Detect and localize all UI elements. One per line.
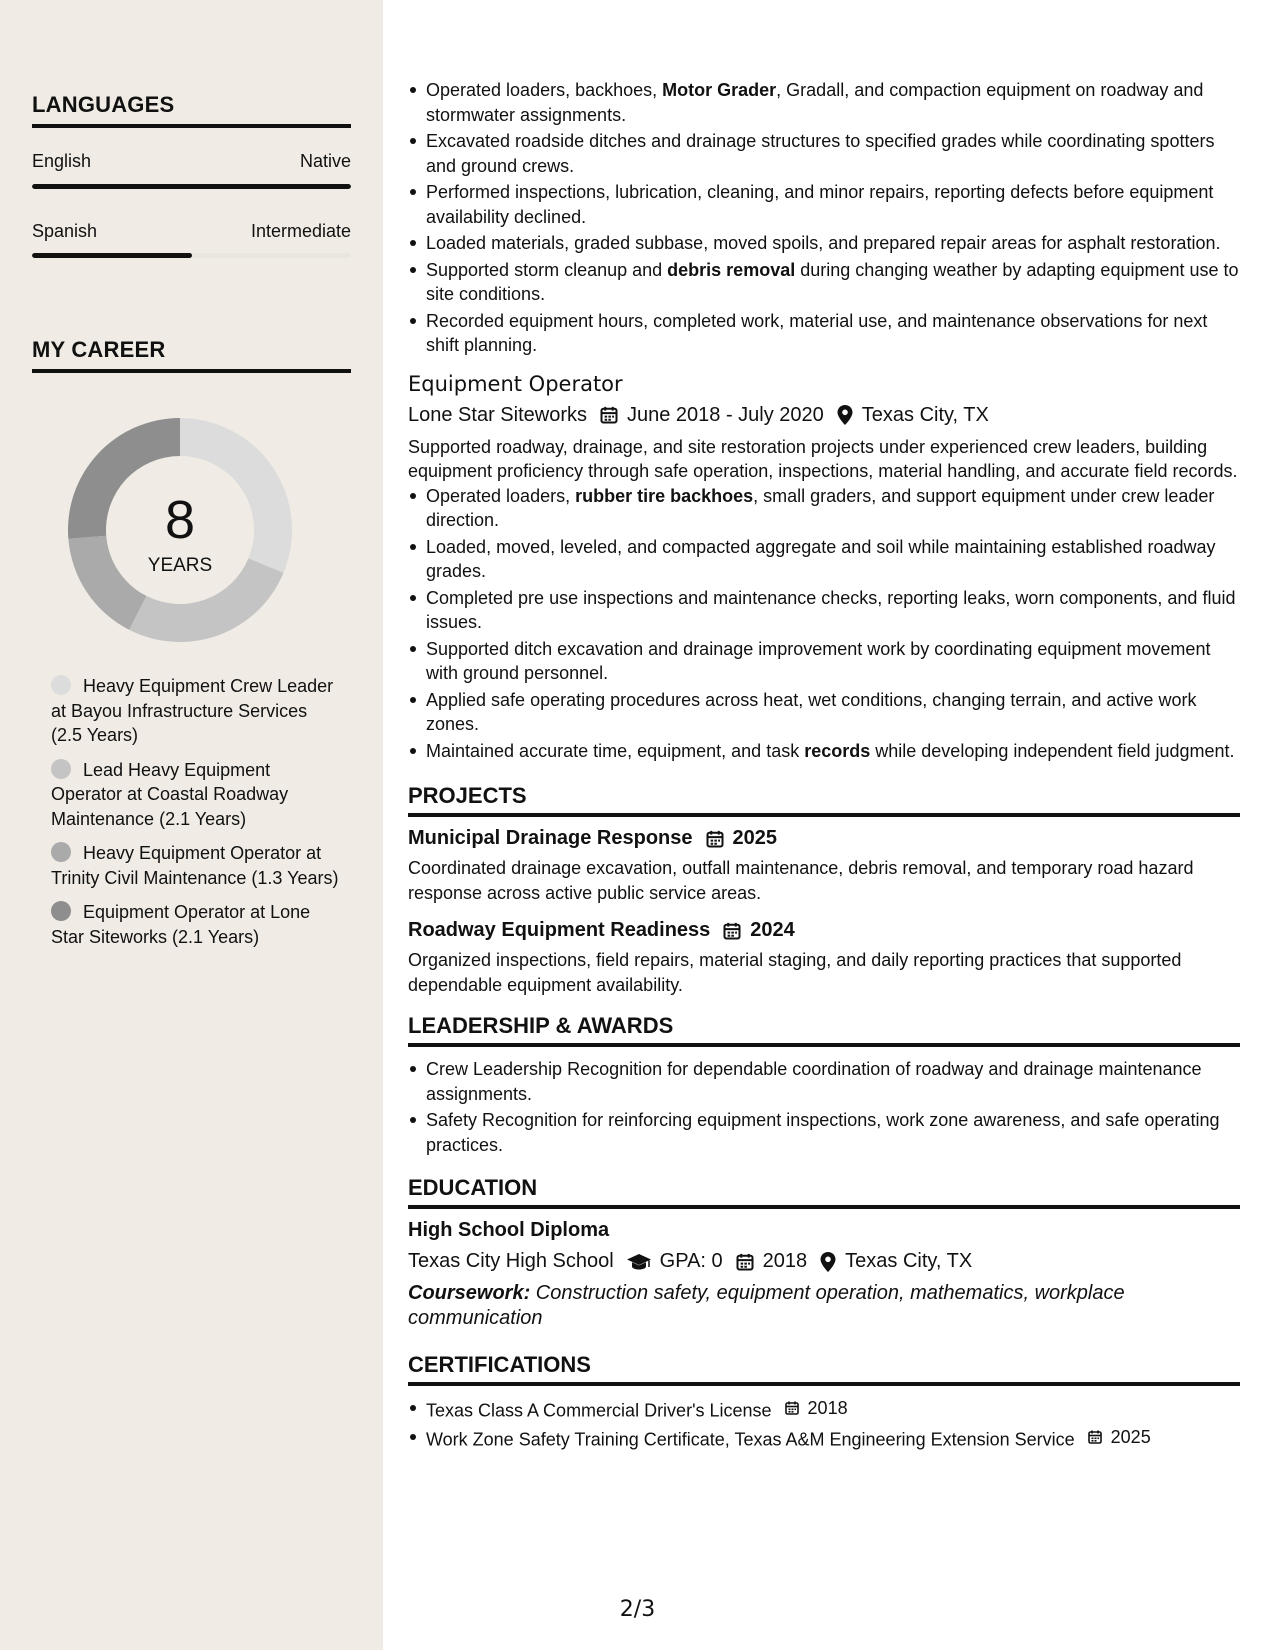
language-proficiency-fill [32,253,192,258]
certifications-list [408,1396,1240,1452]
calendar-icon [1087,1429,1107,1445]
calendar-icon [722,921,742,941]
project-year: 2025 [732,827,778,849]
education-year: 2018 [762,1250,808,1272]
languages-heading: LANGUAGES [32,92,351,128]
education-location: Texas City, TX [845,1250,973,1272]
career-donut-chart [60,410,300,650]
bullet-item: Excavated roadside ditches and drainage structures to specified grades while coordinating spotters and ground crews. [426,129,1240,178]
career-total-unit: YEARS [147,555,213,576]
education-gpa: GPA: 0 [659,1250,723,1272]
sidebar [0,0,383,1650]
language-level: Native [299,151,351,171]
project-title: Municipal Drainage Response [408,827,693,849]
job-bullets [408,484,1240,764]
certification-year: 2025 [1110,1426,1151,1447]
certification-date [784,1396,848,1421]
education-heading: EDUCATION [408,1175,1240,1209]
career-total-value: 8 [164,490,196,550]
bullet-item: Operated loaders, rubber tire backhoes, small graders, and support equipment under crew leader direction. [426,484,1240,533]
certification-name: Work Zone Safety Training Certificate, Texas A&M Engineering Extension Service [426,1429,1075,1449]
legend-label: Lead Heavy Equipment Operator at Coastal Roadway Maintenance (2.1 Years) [51,759,289,829]
language-row-spanish [32,221,351,242]
company-name: Lone Star Siteworks [408,403,587,426]
job-meta [408,404,1240,427]
certification-year: 2018 [807,1398,848,1418]
job-title: Equipment Operator [408,371,623,396]
projects-heading: PROJECTS [408,783,1240,817]
bullet-item: Loaded, moved, leveled, and compacted aggregate and soil while maintaining established roadway grades. [426,535,1240,584]
award-item: Crew Leadership Recognition for dependable coordination of roadway and drainage maintenance assignments. [426,1057,1240,1106]
legend-dot [51,901,71,921]
project-description: Coordinated drainage excavation, outfall maintenance, debris removal, and temporary road hazard response across active public service areas. [408,858,1194,903]
donut-segment-2 [68,536,146,630]
career-legend-item [51,674,341,748]
certification-date [1087,1425,1151,1450]
school-name: Texas City High School [408,1250,614,1272]
degree-title: High School Diploma [408,1219,610,1241]
career-legend-item [51,841,341,890]
language-proficiency-bar [32,184,351,189]
project-item [408,919,1240,997]
bullet-item: Supported storm cleanup and debris removal during changing weather by adapting equipment use to site conditions. [426,258,1240,307]
career-legend [51,674,341,959]
calendar-icon [735,1252,755,1272]
project-title-row [408,919,1240,942]
certification-name: Texas Class A Commercial Driver's License [426,1400,772,1421]
career-legend-item [51,900,341,949]
legend-label: Heavy Equipment Operator at Trinity Civil Maintenance (1.3 Years) [51,843,339,888]
job-summary: Supported roadway, drainage, and site restoration projects under experienced crew leaders, building equipment proficiency through safe operation, inspections, material handling, and accurate field records. [408,436,1238,481]
bullet-item: Maintained accurate time, equipment, and task records while developing independent field judgment. [426,739,1240,764]
job-location: Texas City, TX [861,403,989,426]
award-item: Safety Recognition for reinforcing equipment inspections, work zone awareness, and safe operating practices. [426,1108,1240,1157]
previous-job-bullets [408,78,1240,358]
calendar-icon [599,405,619,425]
main-content [408,78,1240,1454]
calendar-icon [705,829,725,849]
project-title-row [408,827,1240,850]
project-item [408,827,1240,905]
project-year: 2024 [750,919,795,941]
bullet-item: Performed inspections, lubrication, cleaning, and minor repairs, reporting defects before equipment availability declined. [426,180,1240,229]
career-legend-item [51,758,341,832]
bullet-item: Completed pre use inspections and maintenance checks, reporting leaks, worn components, and fluid issues. [426,586,1240,635]
map-pin-icon [836,404,854,426]
job-dates: June 2018 - July 2020 [626,403,824,426]
bullet-item: Applied safe operating procedures across heat, wet conditions, changing terrain, and active work zones. [426,688,1240,737]
language-proficiency-bar [32,253,351,258]
project-title: Roadway Equipment Readiness [408,919,711,941]
education-meta [408,1250,1240,1273]
language-name: Spanish [32,221,98,241]
language-proficiency-fill [32,184,351,189]
bullet-item: Recorded equipment hours, completed work, material use, and maintenance observations for next shift planning. [426,309,1240,358]
certification-item [426,1396,1240,1423]
language-name: English [32,151,92,171]
legend-label: Heavy Equipment Crew Leader at Bayou Infrastructure Services (2.5 Years) [51,676,334,745]
legend-dot [51,675,71,695]
legend-dot [51,842,71,862]
coursework [408,1281,1240,1330]
career-heading: MY CAREER [32,337,351,373]
legend-label: Equipment Operator at Lone Star Siteworks (2.1 Years) [51,902,311,947]
awards-heading: LEADERSHIP & AWARDS [408,1013,1240,1047]
donut-segment-3 [68,418,180,539]
coursework-label: Coursework: [408,1282,531,1304]
coursework-text: Construction safety, equipment operation, mathematics, workplace communication [408,1282,1125,1329]
donut-segment-0 [180,418,292,573]
bullet-item: Operated loaders, backhoes, Motor Grader, Gradall, and compaction equipment on roadway and stormwater assignments. [426,78,1240,127]
project-description: Organized inspections, field repairs, material staging, and daily reporting practices that supported dependable equipment availability. [408,950,1182,995]
awards-list [408,1057,1240,1157]
calendar-icon [784,1400,804,1416]
graduation-cap-icon [626,1252,652,1272]
certifications-heading: CERTIFICATIONS [408,1352,1240,1386]
bullet-item: Supported ditch excavation and drainage improvement work by coordinating equipment movement with ground personnel. [426,637,1240,686]
language-level: Intermediate [250,221,351,241]
map-pin-icon [819,1251,837,1273]
certification-item [426,1425,1240,1452]
language-row-english [32,151,351,172]
legend-dot [51,759,71,779]
page-number: 2/3 [619,1597,656,1622]
bullet-item: Loaded materials, graded subbase, moved spoils, and prepared repair areas for asphalt restoration. [426,231,1240,256]
